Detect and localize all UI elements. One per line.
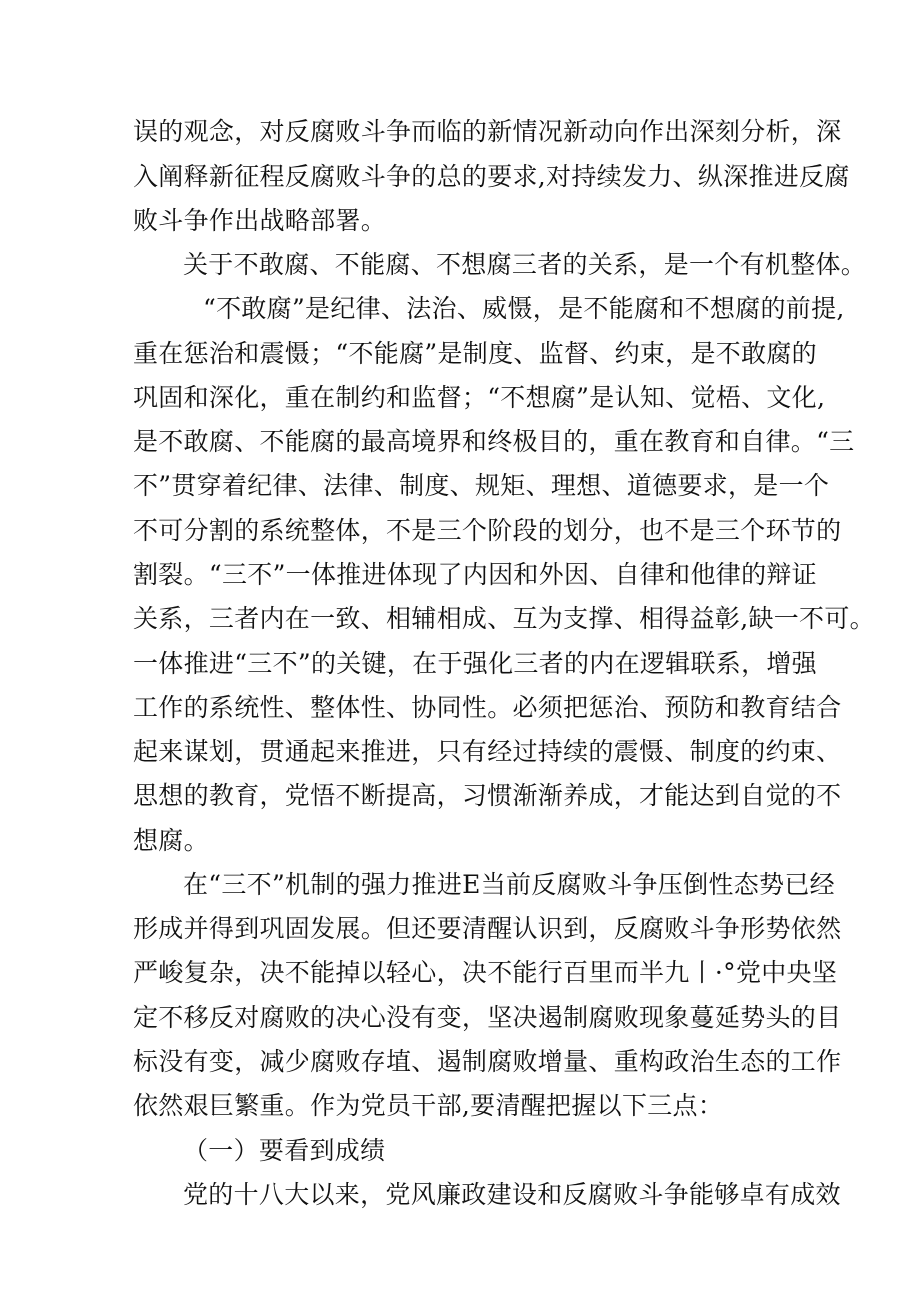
text-line-12: 关系，三者内在一致、相辅相成、互为支撑、相得益彰,缺一不可。 (133, 604, 875, 633)
text-line-3: 败斗争作出战略部署。 (133, 206, 387, 235)
text-line-18: 在“三不”机制的强力推进E当前反腐败斗争压倒性态势已经 (183, 870, 835, 899)
text-line-13: 一体推进“三不”的关键，在于强化三者的内在逻辑联系，增强 (133, 649, 817, 678)
text-line-21: 定不移反对腐败的决心没有变，坚决遏制腐败现象蔓延势头的目 (133, 1003, 842, 1032)
text-line-10: 不可分割的系统整体，不是三个阶段的划分，也不是三个环节的 (133, 516, 842, 545)
text-line-5: “不敢腐”是纪律、法治、威慑，是不能腐和不想腐的前提, (203, 294, 845, 323)
text-line-22: 标没有变，减少腐败存埴、遏制腐败增量、重构政治生态的工作 (133, 1047, 842, 1076)
text-line-25: 党的十八大以来，党风廉政建设和反腐败斗争能够卓有成效 (183, 1180, 841, 1209)
text-line-1: 误的观念，对反腐败斗争而临的新情况新动向作出深刻分析，深 (133, 117, 842, 146)
text-line-6: 重在惩治和震慑；“不能腐”是制度、监督、约束，是不敢腐的 (133, 339, 817, 368)
text-line-11: 割裂。“三不”一体推进体现了内因和外因、自律和他律的辩证 (133, 560, 817, 589)
text-line-16: 思想的教育，党悟不断提高，习惯渐渐养成，才能达到自觉的不 (133, 781, 842, 810)
text-line-2: 入阐释新征程反腐败斗争的总的要求,对持续发力、纵深推进反腐 (133, 162, 850, 191)
text-line-19: 形成并得到巩固发展。但还要清醒认识到，反腐败斗争形势依然 (133, 914, 842, 943)
text-line-4: 关于不敢腐、不能腐、不想腐三者的关系，是一个有机整体。 (183, 250, 867, 279)
text-line-8: 是不敢腐、不能腐的最高境界和终极目的，重在教育和自律。“三 (133, 427, 855, 456)
text-line-23: 依然艰巨繁重。作为党员干部,要清醒把握以下三点： (133, 1091, 724, 1120)
text-line-15: 起来谋划，贯通起来推进，只有经过持续的震慑、制度的约束、 (133, 737, 842, 766)
section-heading: （一）要看到成绩 (183, 1136, 386, 1165)
text-line-7: 巩固和深化，重在制约和监督；“不想腐”是认知、觉梧、文化, (133, 383, 826, 412)
text-line-9: 不”贯穿着纪律、法律、制度、规矩、理想、道德要求，是一个 (133, 471, 830, 500)
text-line-20: 严峻复杂，决不能掉以轻心，决不能行百里而半九丨·°党中央坚 (133, 958, 838, 987)
text-line-17: 想腐。 (133, 826, 209, 855)
text-line-14: 工作的系统性、整体性、协同性。必须把惩治、预防和教育结合 (133, 693, 842, 722)
